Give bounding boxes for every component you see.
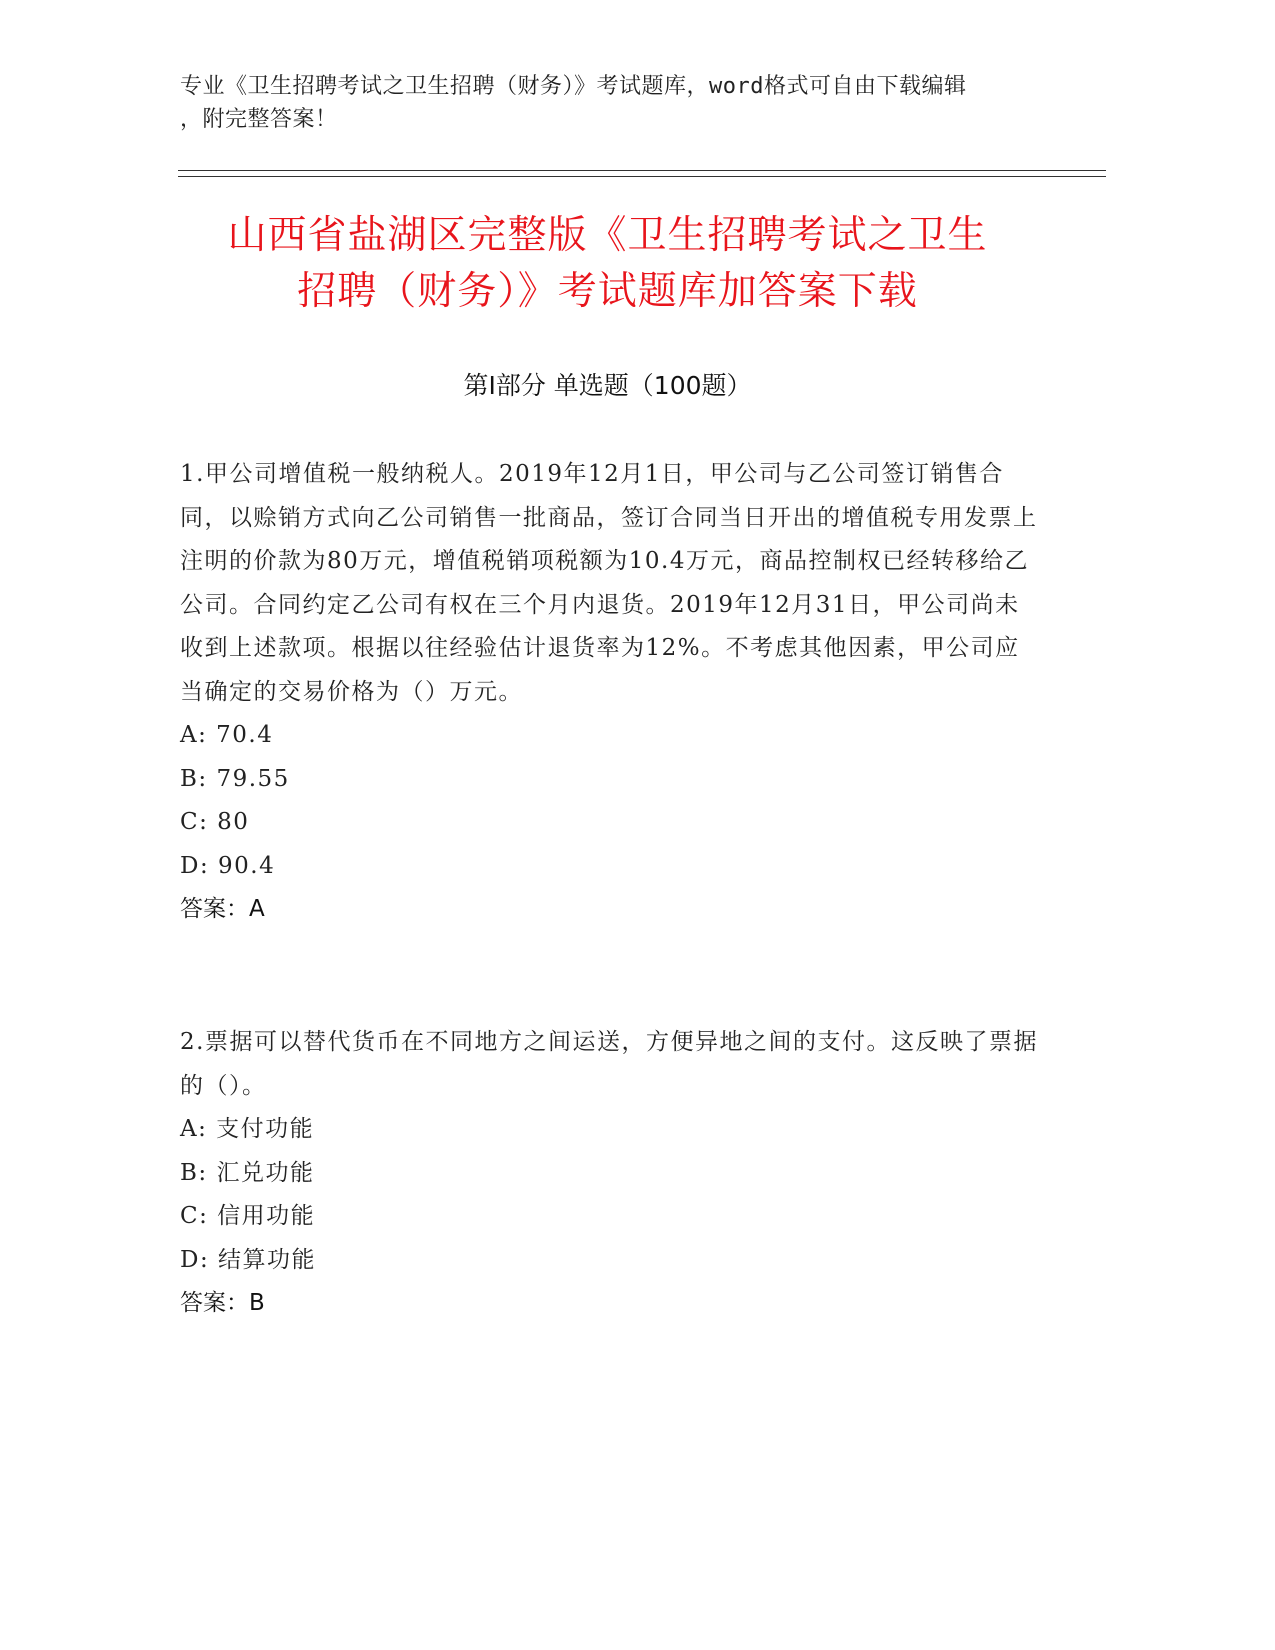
header-note xyxy=(180,70,1060,136)
option-b: B: 79.55 xyxy=(180,765,290,792)
header-note-line-1: 专业《卫生招聘考试之卫生招聘（财务）》考试题库，word格式可自由下载编辑 xyxy=(180,74,967,99)
answer-line: 答案：A xyxy=(180,896,265,922)
option-a: A: 支付功能 xyxy=(180,1116,315,1142)
question-2 xyxy=(180,1021,1040,1326)
option-c: C: 信用功能 xyxy=(180,1203,316,1229)
document-title xyxy=(150,208,1065,320)
document-title-line-2: 招聘（财务）》考试题库加答案下载 xyxy=(297,269,918,314)
option-c: C: 80 xyxy=(180,809,250,835)
section-heading: 第Ⅰ部分 单选题（100题） xyxy=(463,371,752,400)
answer-line: 答案：B xyxy=(180,1290,265,1316)
option-d: D: 结算功能 xyxy=(180,1246,317,1273)
question-1 xyxy=(180,453,1040,932)
header-divider-top xyxy=(178,170,1106,171)
option-a: A: 70.4 xyxy=(180,722,274,748)
question-text: 2.票据可以替代货币在不同地方之间运送，方便异地之间的支付。这反映了票据的（）。 xyxy=(180,1029,1038,1099)
header-divider-bottom xyxy=(178,176,1106,177)
document-title-line-1: 山西省盐湖区完整版《卫生招聘考试之卫生 xyxy=(227,213,988,258)
header-note-line-2: ，附完整答案！ xyxy=(180,107,338,132)
option-d: D: 90.4 xyxy=(180,852,276,879)
option-b: B: 汇兑功能 xyxy=(180,1159,315,1186)
question-text: 1.甲公司增值税一般纳税人。2019年12月1日，甲公司与乙公司签订销售合同，以赊销方式向乙公司销售一批商品，签订合同当日开出的增值税专用发票上注明的价款为80万元，增值税销项税额为10.4万元，商品控制权已经转移给乙公司。合同约定乙公司有权在三个月内退货。2019年12月31日，甲公司尚未收到上述款项。根据以往经验估计退货率为12%。不考虑其他因素，甲公司应当确定的交易价格为（）万元。 xyxy=(180,461,1038,705)
